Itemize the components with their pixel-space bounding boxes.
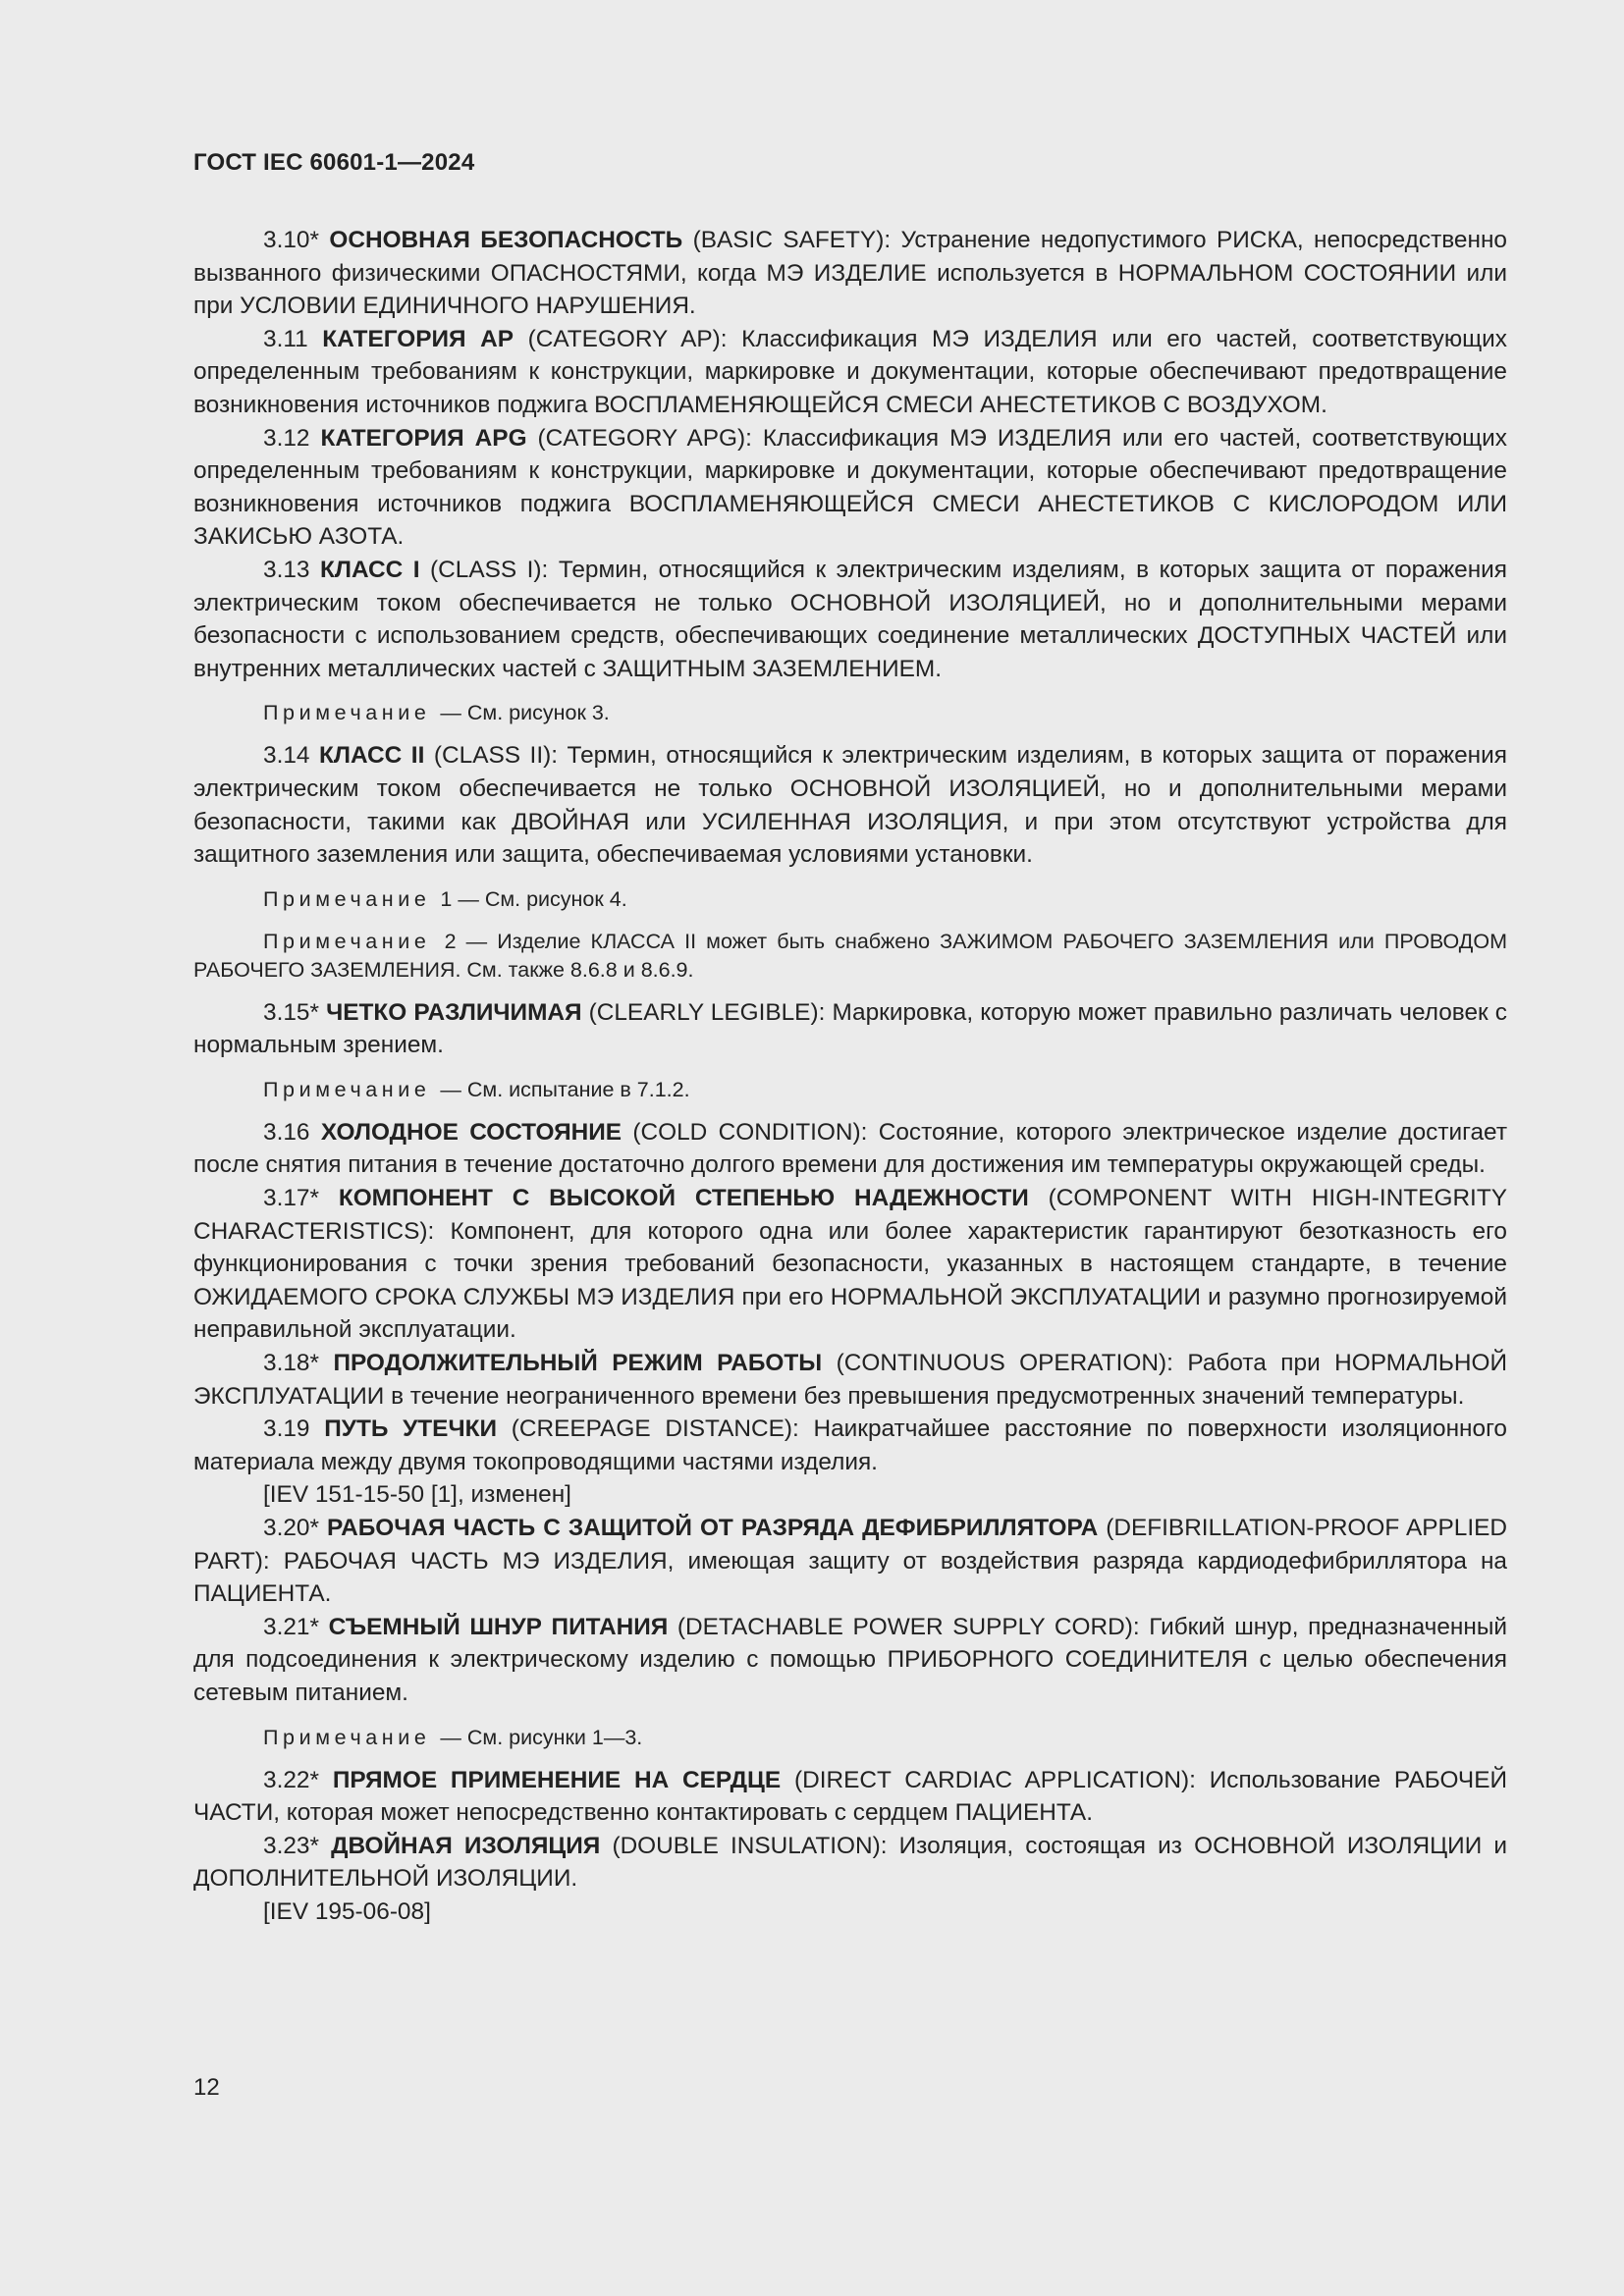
note-text: — См. рисунок 3. [434,701,610,725]
document-body [193,224,1507,1929]
definition-3-13 [193,554,1507,685]
term: ПРОДОЛЖИТЕЛЬНЫЙ РЕЖИМ РАБОТЫ [333,1350,823,1377]
term: КЛАСС II [319,742,425,770]
definition-text: (DETACHABLE POWER SUPPLY CORD): Гибкий шнур, предназначенный для подсоединения к электрическому изделию с помощью ПРИБОРНОГО СОЕДИНИТЕЛЯ с целью обеспечения сетевым питанием. [193,1613,1507,1706]
term: КОМПОНЕНТ С ВЫСОКОЙ СТЕПЕНЬЮ НАДЕЖНОСТИ [338,1185,1029,1212]
term: ОСНОВНАЯ БЕЗОПАСНОСТЬ [329,227,683,253]
definition-text: (COMPONENT WITH HIGH-INTEGRITY CHARACTERISTICS): Компонент, для которого одна или более характеристик гарантируют безотказность его функционирования с точки зрения требований безопасности, указанных в настоящем стандарте, в течение ОЖИДАЕМОГО СРОКА СЛУЖБЫ МЭ ИЗДЕЛИЯ при его НОРМАЛЬНОЙ ЭКСПЛУАТАЦИИ и разумно прогнозируемой неправильной эксплуатации. [193,1185,1508,1344]
definition-3-21 [193,1611,1507,1710]
definition-3-10 [193,224,1507,323]
term: КАТЕГОРИЯ APG [320,424,527,452]
term: СЪЕМНЫЙ ШНУР ПИТАНИЯ [328,1613,669,1640]
note-label: Примечание [263,1077,431,1101]
clause-number: 3.11 [263,325,308,352]
reference-3-23: [IEV 195-06-08] [263,1897,431,1925]
definition-text: (DIRECT CARDIAC APPLICATION): Использование РАБОЧЕЙ ЧАСТИ, которая может непосредственно контактировать с сердцем ПАЦИЕНТА. [193,1766,1507,1827]
term: РАБОЧАЯ ЧАСТЬ С ЗАЩИТОЙ ОТ РАЗРЯДА ДЕФИБРИЛЛЯТОРА [327,1515,1099,1541]
definition-text: (DEFIBRILLATION-PROOF APPLIED PART): РАБОЧАЯ ЧАСТЬ МЭ ИЗДЕЛИЯ, имеющая защиту от воздействия разряда кардиодефибриллятора на ПАЦИЕНТА. [193,1515,1507,1608]
note-3-13 [193,699,1507,727]
clause-number: 3.13 [263,556,310,583]
definition-text: (COLD CONDITION): Состояние, которого электрическое изделие достигает после снятия питания в течение достаточно долгого времени для достижения им температуры окружающей среды. [193,1118,1507,1179]
note-label: Примечание [263,1725,431,1749]
note-3-15 [193,1076,1507,1104]
clause-number: 3.17* [263,1185,319,1212]
term: ХОЛОДНОЕ СОСТОЯНИЕ [320,1118,623,1146]
note-label: Примечание [263,701,431,725]
clause-number: 3.23* [263,1832,319,1859]
definition-text: (CLASS II): Термин, относящийся к электрическим изделиям, в которых защита от поражения электрическим током обеспечивается не только ОСНОВНОЙ ИЗОЛЯЦИЕЙ, но и дополнительными мерами безопасности, такими как ДВОЙНАЯ или УСИЛЕННАЯ ИЗОЛЯЦИЯ, и при этом отсутствуют устройства для защитного заземления или защита, обеспечиваемая условиями установки. [193,742,1507,869]
term: ДВОЙНАЯ ИЗОЛЯЦИЯ [331,1832,601,1859]
definition-text: (CREEPAGE DISTANCE): Наикратчайшее расстояние по поверхности изоляционного материала между двумя токопроводящими частями изделия. [193,1415,1507,1475]
note-3-21 [193,1724,1507,1752]
term: ЧЕТКО РАЗЛИЧИМАЯ [326,998,582,1026]
clause-number: 3.22* [263,1766,319,1793]
definition-3-19 [193,1413,1507,1478]
clause-number: 3.10* [263,227,319,253]
clause-number: 3.14 [263,742,310,770]
definition-3-12 [193,422,1507,554]
note-text: 2 — Изделие КЛАССА II может быть снабжено ЗАЖИМОМ РАБОЧЕГО ЗАЗЕМЛЕНИЯ или ПРОВОДОМ РАБОЧЕГО ЗАЗЕМЛЕНИЯ. См. также 8.6.8 и 8.6.9. [193,929,1507,982]
clause-number: 3.15* [263,998,319,1026]
note-label: Примечание [263,929,431,953]
clause-number: 3.12 [263,424,310,452]
definition-3-18 [193,1347,1507,1413]
note-text: — См. испытание в 7.1.2. [434,1077,690,1101]
clause-number: 3.20* [263,1515,319,1541]
clause-number: 3.18* [263,1350,319,1377]
note-3-14-2 [193,928,1507,985]
definition-text: (CATEGORY APG): Классификация МЭ ИЗДЕЛИЯ или его частей, соответствующих определенным требованиям к конструкции, маркировке и документации, которые обеспечивают предотвращение возникновения источников поджига ВОСПЛАМЕНЯЮЩЕЙСЯ СМЕСИ АНЕСТЕТИКОВ С КИСЛОРОДОМ ИЛИ ЗАКИСЬЮ АЗОТА. [193,424,1507,551]
page-number: 12 [193,2074,220,2101]
definition-3-17 [193,1182,1507,1347]
definition-3-11 [193,323,1507,422]
definition-3-20 [193,1512,1507,1611]
note-text: 1 — См. рисунок 4. [434,886,627,911]
note-text: — См. рисунки 1—3. [434,1725,643,1749]
clause-number: 3.21* [263,1613,319,1640]
term: КАТЕГОРИЯ АР [322,325,514,352]
term: ПРЯМОЕ ПРИМЕНЕНИЕ НА СЕРДЦЕ [332,1766,782,1793]
clause-number: 3.19 [263,1415,310,1443]
definition-3-23 [193,1830,1507,1896]
definition-3-15 [193,996,1507,1062]
reference-3-19: [IEV 151-15-50 [1], изменен] [263,1481,571,1509]
definition-3-14 [193,739,1507,871]
clause-number: 3.16 [263,1118,310,1146]
definition-text: (CATEGORY AP): Классификация МЭ ИЗДЕЛИЯ или его частей, соответствующих определенным требованиям к конструкции, маркировке и документации, которые обеспечивают предотвращение возникновения источников поджига ВОСПЛАМЕНЯЮЩЕЙСЯ СМЕСИ АНЕСТЕТИКОВ С ВОЗДУХОМ. [193,325,1508,418]
definition-3-22 [193,1764,1507,1830]
definition-text: (CONTINUOUS OPERATION): Работа при НОРМАЛЬНОЙ ЭКСПЛУАТАЦИИ в течение неограниченного времени без превышения предусмотренных значений температуры. [193,1350,1507,1410]
term: ПУТЬ УТЕЧКИ [324,1415,497,1443]
definition-3-16 [193,1116,1507,1182]
note-3-14-1 [193,885,1507,914]
definition-text: (CLASS I): Термин, относящийся к электрическим изделиям, в которых защита от поражения электрическим током обеспечивается не только ОСНОВНОЙ ИЗОЛЯЦИЕЙ, но и дополнительными мерами безопасности с использованием средств, обеспечивающих соединение металлических ДОСТУПНЫХ ЧАСТЕЙ или внутренних металлических частей с ЗАЩИТНЫМ ЗАЗЕМЛЕНИЕМ. [193,556,1507,682]
note-label: Примечание [263,886,431,911]
definition-text: (DOUBLE INSULATION): Изоляция, состоящая из ОСНОВНОЙ ИЗОЛЯЦИИ и ДОПОЛНИТЕЛЬНОЙ ИЗОЛЯЦИИ. [193,1832,1508,1893]
document-header: ГОСТ IEC 60601-1—2024 [193,149,475,176]
term: КЛАСС I [320,556,420,583]
definition-text: (CLEARLY LEGIBLE): Маркировка, которую может правильно различать человек с нормальным зрением. [193,998,1507,1059]
definition-text: (BASIC SAFETY): Устранение недопустимого РИСКА, непосредственно вызванного физическими ОПАСНОСТЯМИ, когда МЭ ИЗДЕЛИЕ используется в НОРМАЛЬНОМ СОСТОЯНИИ или при УСЛОВИИ ЕДИНИЧНОГО НАРУШЕНИЯ. [193,227,1507,320]
